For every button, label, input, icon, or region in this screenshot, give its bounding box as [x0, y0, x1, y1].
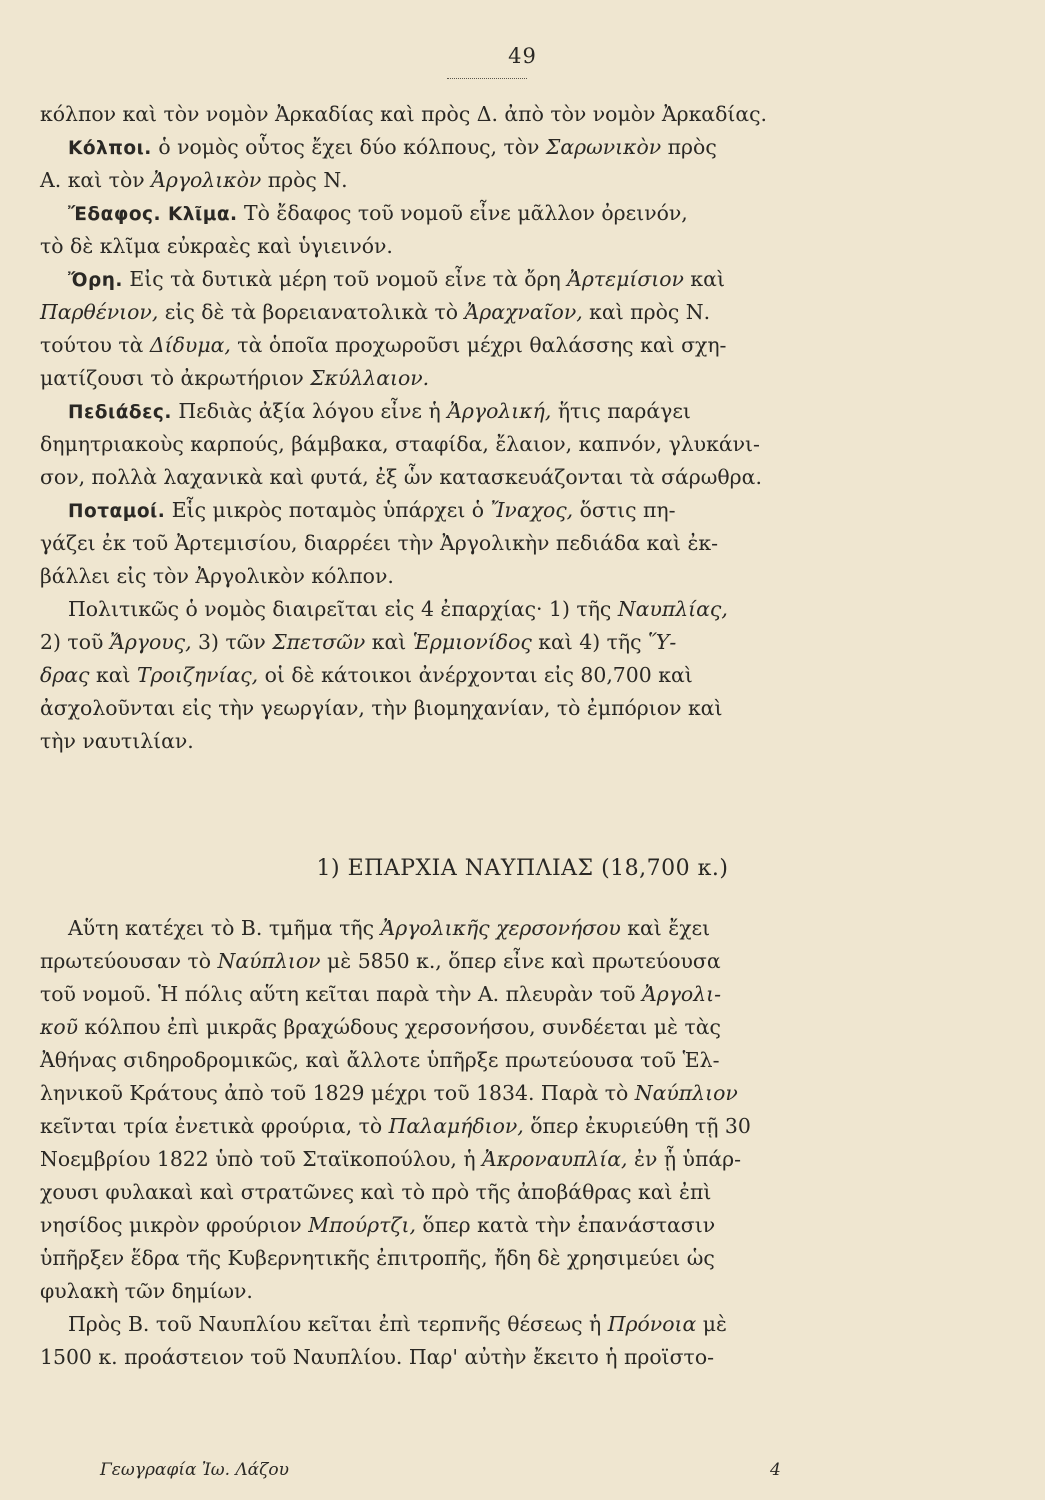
italic-span: Ναυπλίας,: [617, 597, 728, 621]
text-span: καὶ πρὸς Ν.: [582, 300, 711, 324]
text-span: Α. καὶ τὸν: [40, 168, 152, 192]
text-span: ὅπερ ἐκυριεύθη τῇ 30: [523, 1114, 751, 1138]
text-span: καὶ ἔχει: [620, 916, 711, 940]
text-line: κόλπον καὶ τὸν νομὸν Ἀρκαδίας καὶ πρὸς Δ. ἀπὸ τὸν νομὸν Ἀρκαδίας.: [40, 102, 768, 126]
text-span: νησίδος μικρὸν φρούριον: [40, 1213, 309, 1237]
text-span: 3) τῶν: [191, 630, 273, 654]
text-span: κόλπου ἐπὶ μικρᾶς βραχώδους χερσονήσου, συνδέεται μὲ τὰς: [78, 1015, 721, 1039]
text-span: 2) τοῦ: [40, 630, 110, 654]
text-span: κεῖνται τρία ἐνετικὰ φρούρια, τὸ: [40, 1114, 389, 1138]
heading-kolpoi: Κόλποι.: [68, 138, 152, 159]
italic-span: Ἀργολι-: [642, 982, 721, 1006]
italic-span: Τροιζηνίας,: [136, 663, 259, 687]
text-span: Νοεμβρίου 1822 ὑπὸ τοῦ Σταϊκοπούλου, ἡ: [40, 1147, 483, 1171]
text-line: 1500 κ. προάστειον τοῦ Ναυπλίου. Παρ' αὐτὴν ἔκειτο ἡ προϊστο-: [40, 1345, 714, 1369]
text-span: Πεδιὰς ἀξία λόγου εἶνε ἡ: [171, 399, 448, 423]
text-line: [40, 296, 880, 329]
italic-span: Παρθένιον,: [40, 300, 159, 324]
italic-span: Ὕ-: [648, 630, 677, 654]
text-span: ληνικοῦ Κράτους ἀπὸ τοῦ 1829 μέχρι τοῦ 1834. Παρὰ τὸ: [40, 1081, 635, 1105]
heading-potamoi: Ποταμοί.: [68, 501, 166, 522]
text-line: [40, 1011, 880, 1044]
text-line: [40, 978, 880, 1011]
text-line: σον, πολλὰ λαχανικὰ καὶ φυτά, ἐξ ὧν κατασκευάζονται τὰ σάρωθρα.: [40, 465, 762, 489]
text-span: ἐν ᾗ ὑπάρ-: [627, 1147, 741, 1171]
italic-span: Ἴναχος,: [490, 498, 574, 522]
text-line: [40, 362, 880, 395]
text-span: τοῦ νομοῦ. Ἡ πόλις αὕτη κεῖται παρὰ τὴν Α. πλευρὰν τοῦ: [40, 982, 643, 1006]
text-span: καὶ: [365, 630, 413, 654]
text-span: οἱ δὲ κάτοικοι ἀνέρχονται εἰς 80,700 καὶ: [258, 663, 693, 687]
signature-mark: 4: [770, 1460, 781, 1480]
paragraph-edafos: [40, 197, 880, 230]
italic-span: Σπετσῶν: [272, 630, 366, 654]
text-span: Τὸ ἔδαφος τοῦ νομοῦ εἶνε μᾶλλον ὀρεινόν,: [237, 201, 688, 225]
italic-span: δρας: [40, 663, 90, 687]
footer: [100, 1460, 800, 1480]
italic-span: κοῦ: [40, 1015, 79, 1039]
section-title: 1) ΕΠΑΡΧΙΑ ΝΑΥΠΛΙΑΣ (18,700 κ.): [316, 856, 729, 881]
text-line: [40, 329, 880, 362]
text-span: εἰς δὲ τὰ βορειανατολικὰ τὸ: [158, 300, 465, 324]
italic-span: Δίδυμα,: [149, 333, 231, 357]
paragraph-politikos: [40, 593, 880, 626]
text-line: [40, 1209, 880, 1242]
text-span: καὶ 4) τῆς: [531, 630, 649, 654]
text-line: [40, 659, 880, 692]
text-line: [40, 945, 880, 978]
text-span: πρὸς: [661, 135, 717, 159]
text-line: Ἀθήνας σιδηροδρομικῶς, καὶ ἄλλοτε ὑπῆρξε πρωτεύουσα τοῦ Ἑλ-: [40, 1048, 720, 1072]
text-span: μὲ: [696, 1312, 727, 1336]
text-line: ὑπῆρξεν ἕδρα τῆς Κυβερνητικῆς ἐπιτροπῆς, ἤδη δὲ χρησιμεύει ὡς: [40, 1246, 715, 1270]
text-span: ὁ νομὸς οὗτος ἔχει δύο κόλπους, τὸν: [151, 135, 546, 159]
italic-span: Ἀργολικῆς χερσονήσου: [380, 916, 621, 940]
text-span: τὰ ὁποῖα προχωροῦσι μέχρι θαλάσσης καὶ σχη-: [230, 333, 727, 357]
text-span: ματίζουσι τὸ ἀκρωτήριον: [40, 366, 311, 390]
italic-span: Μπούρτζι,: [308, 1213, 416, 1237]
paragraph-ori: [40, 263, 880, 296]
italic-span: Ἀραχναῖον,: [464, 300, 583, 324]
heading-ori: Ὄρη.: [68, 270, 123, 291]
italic-span: Ναύπλιον: [634, 1081, 738, 1105]
text-line: γάζει ἐκ τοῦ Ἀρτεμισίου, διαρρέει τὴν Ἀργολικὴν πεδιάδα καὶ ἐκ-: [40, 531, 719, 555]
text-span: ἥτις παράγει: [551, 399, 691, 423]
text-span: Πολιτικῶς ὁ νομὸς διαιρεῖται εἰς 4 ἐπαρχίας· 1) τῆς: [68, 597, 618, 621]
italic-span: Πρόνοια: [607, 1312, 697, 1336]
italic-span: Ἄργους,: [109, 630, 192, 654]
text-span: ὅστις πη-: [573, 498, 676, 522]
text-span: καὶ: [683, 267, 725, 291]
text-line: φυλακὴ τῶν δημίων.: [40, 1279, 253, 1303]
text-line: [40, 626, 880, 659]
text-span: μὲ 5850 κ., ὅπερ εἶνε καὶ πρωτεύουσα: [320, 949, 721, 973]
text-line: [40, 1110, 880, 1143]
heading-edafos: Ἔδαφος. Κλῖμα.: [68, 204, 238, 225]
text-line: [40, 164, 880, 197]
text-span: πρὸς Ν.: [261, 168, 348, 192]
text-line: χουσι φυλακαὶ καὶ στρατῶνες καὶ τὸ πρὸ τῆς ἀποβάθρας καὶ ἐπὶ: [40, 1180, 712, 1204]
text-span: καὶ: [89, 663, 137, 687]
text-span: Εἷς μικρὸς ποταμὸς ὑπάρχει ὁ: [165, 498, 491, 522]
italic-span: Σκύλλαιον.: [310, 366, 430, 390]
text-line: [40, 1077, 880, 1110]
italic-span: Ἀργολικὸν: [151, 168, 262, 192]
footer-title: Γεωγραφία Ἰω. Λάζου: [100, 1460, 289, 1480]
header-rule: [447, 78, 527, 79]
text-line: [40, 1143, 880, 1176]
text-line: [40, 1308, 880, 1341]
text-span: Εἰς τὰ δυτικὰ μέρη τοῦ νομοῦ εἶνε τὰ ὄρη: [122, 267, 568, 291]
text-span: Πρὸς Β. τοῦ Ναυπλίου κεῖται ἐπὶ τερπνῆς θέσεως ἡ: [68, 1312, 608, 1336]
text-line: βάλλει εἰς τὸν Ἀργολικὸν κόλπον.: [40, 564, 394, 588]
italic-span: Σαρωνικὸν: [545, 135, 662, 159]
text-span: τούτου τὰ: [40, 333, 150, 357]
heading-pediades: Πεδιάδες.: [68, 402, 172, 423]
text-span: πρωτεύουσαν τὸ: [40, 949, 218, 973]
text-line: τὴν ναυτιλίαν.: [40, 729, 194, 753]
paragraph-potamoi: [40, 494, 880, 527]
italic-span: Ἀρτεμίσιον: [567, 267, 684, 291]
text-span: Αὕτη κατέχει τὸ Β. τμῆμα τῆς: [68, 916, 381, 940]
italic-span: Ἀκροναυπλία,: [482, 1147, 628, 1171]
body-text-naplio: [40, 912, 880, 1374]
italic-span: Ναύπλιον: [217, 949, 321, 973]
text-line: δημητριακοὺς καρπούς, βάμβακα, σταφίδα, ἔλαιον, καπνόν, γλυκάνι-: [40, 432, 760, 456]
italic-span: Παλαμήδιον,: [388, 1114, 524, 1138]
italic-span: Ἀργολική,: [447, 399, 552, 423]
italic-span: Ἑρμιονίδος: [412, 630, 532, 654]
paragraph-kolpoi: [40, 131, 880, 164]
paragraph-pediades: [40, 395, 880, 428]
text-line: ἀσχολοῦνται εἰς τὴν γεωργίαν, τὴν βιομηχανίαν, τὸ ἐμπόριον καὶ: [40, 696, 723, 720]
body-text-top: [40, 98, 880, 758]
page-number: 49: [508, 44, 537, 68]
text-line: [40, 912, 880, 945]
text-span: ὅπερ κατὰ τὴν ἐπανάστασιν: [415, 1213, 716, 1237]
text-line: τὸ δὲ κλῖμα εὐκραὲς καὶ ὑγιεινόν.: [40, 234, 393, 258]
